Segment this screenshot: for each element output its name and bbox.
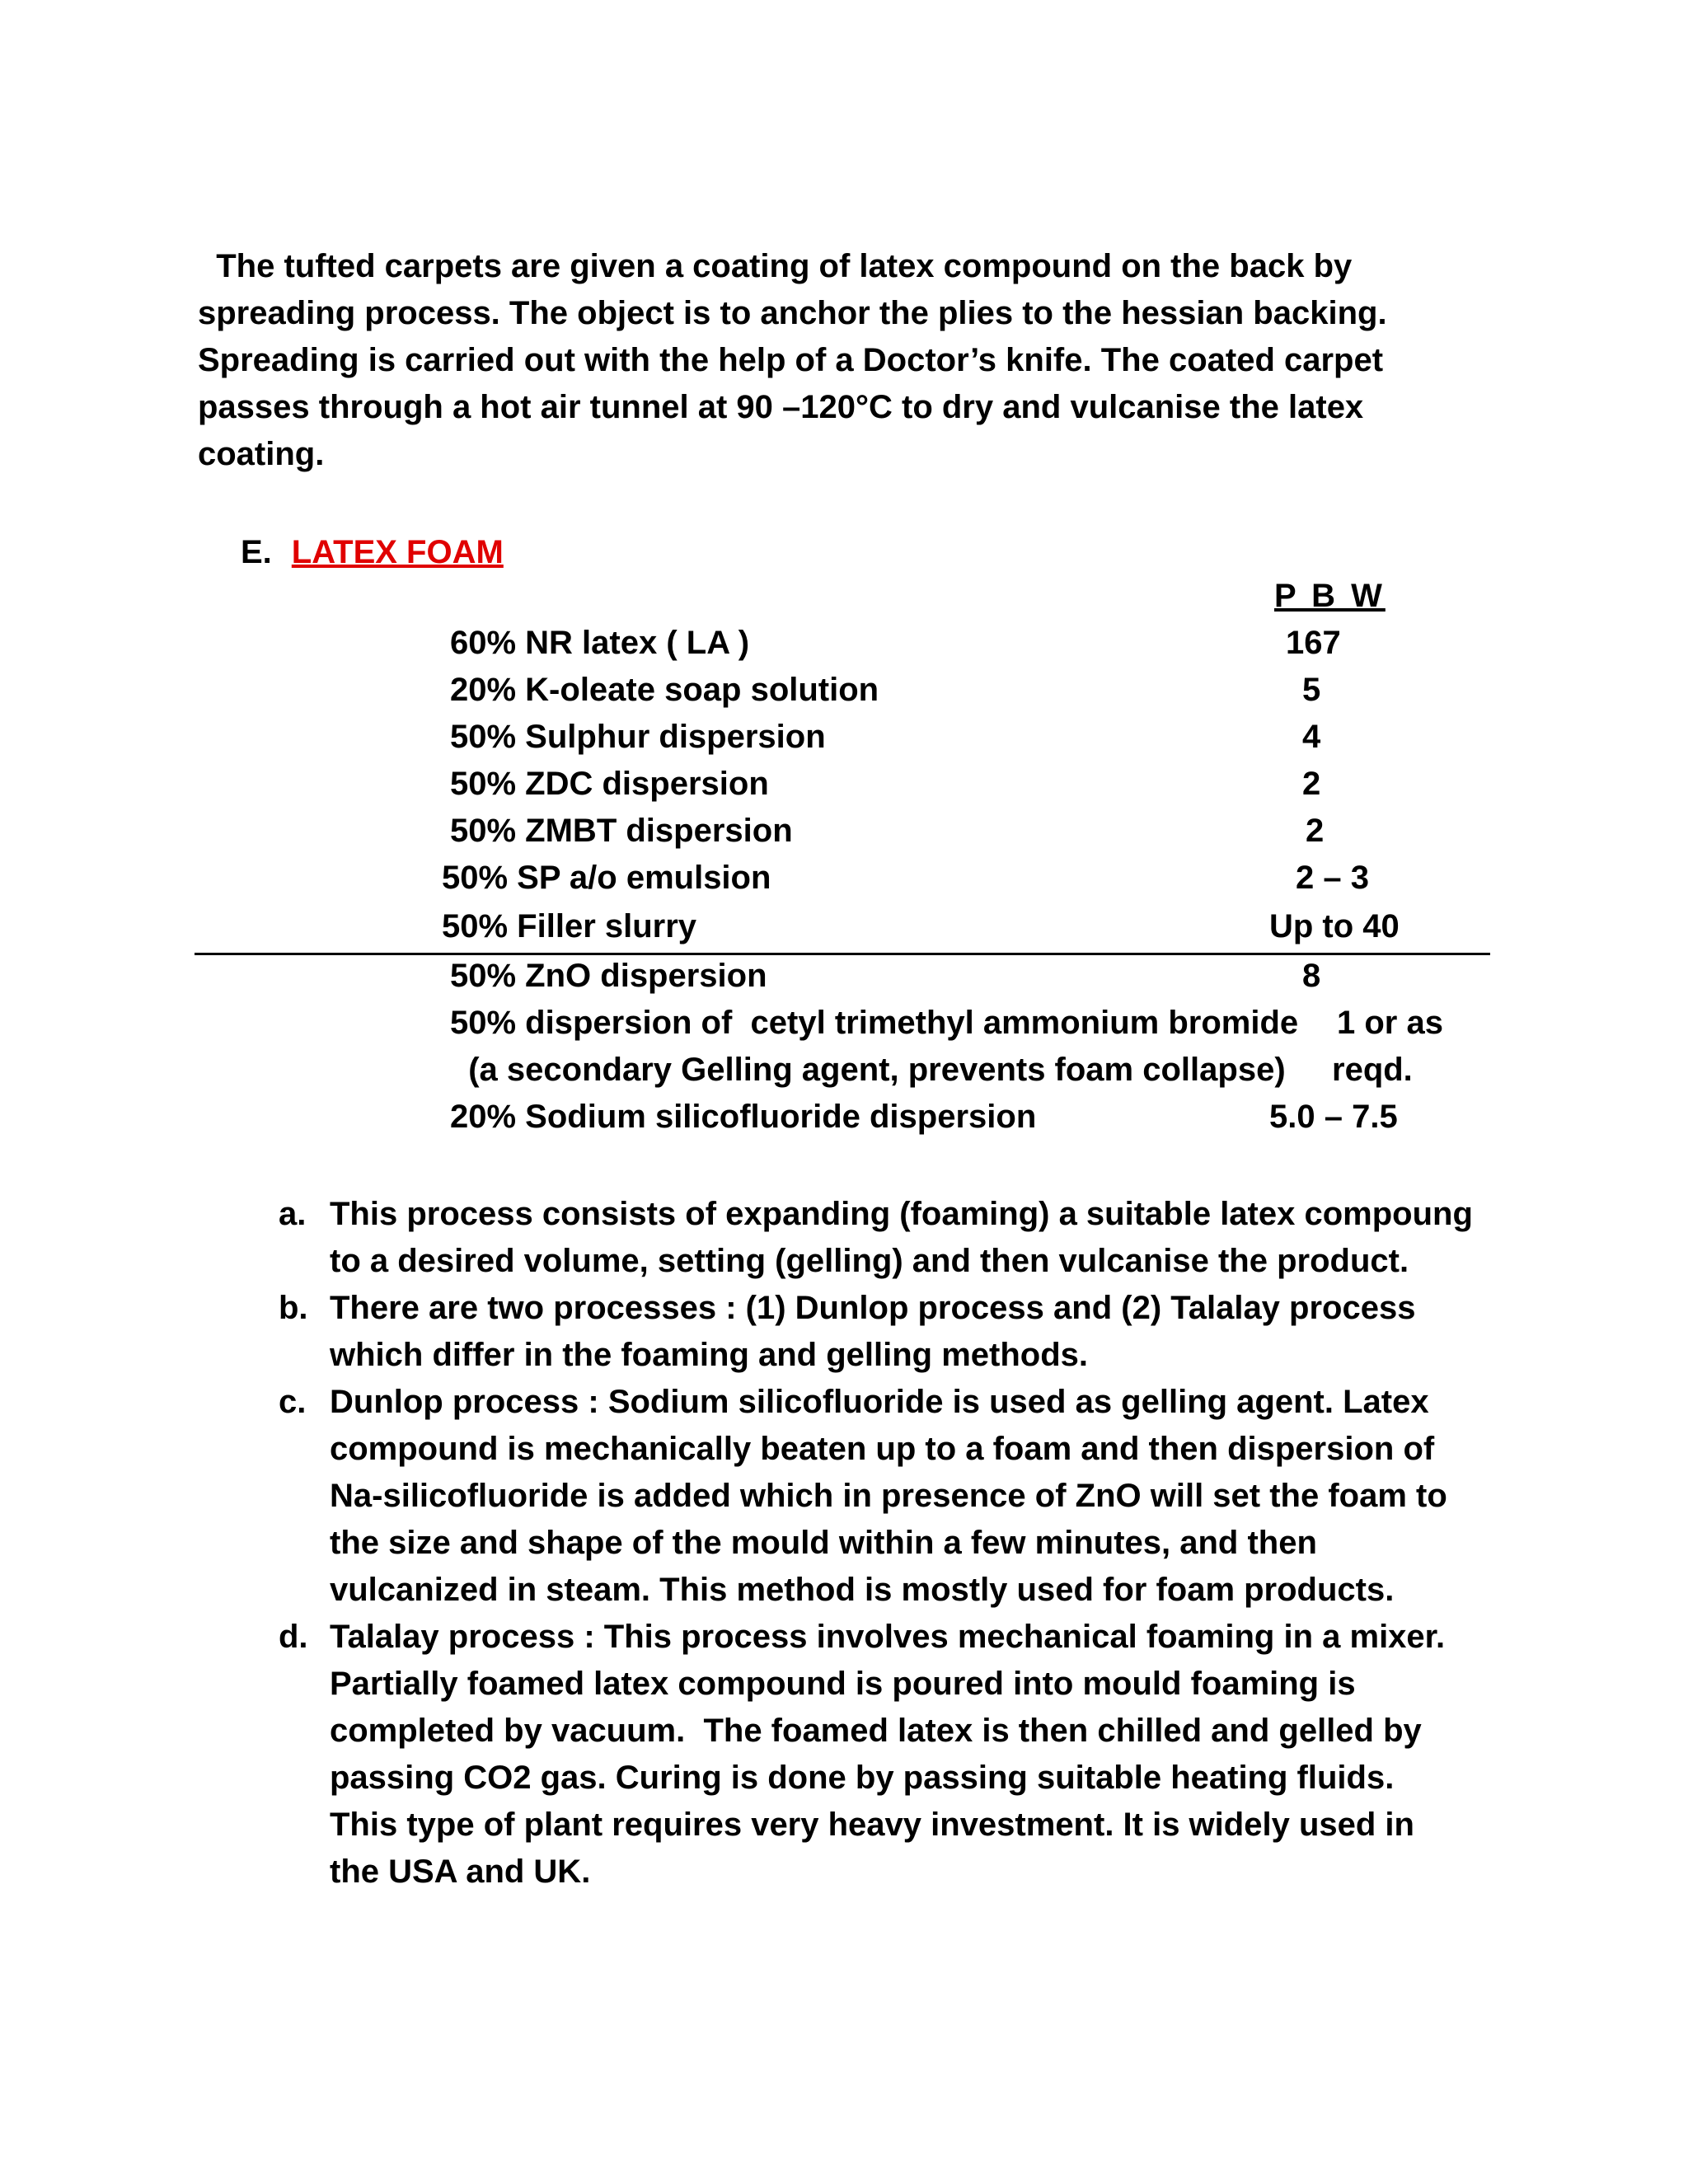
- ingredient-qty: 5.0 – 7.5: [1269, 1099, 1398, 1135]
- list-item: [264, 1614, 1500, 1896]
- ingredient-qty: 8: [1302, 958, 1321, 994]
- list-line: vulcanized in steam. This method is mostly used for foam products.: [330, 1572, 1395, 1608]
- list-line: the size and shape of the mould within a few minutes, and then: [330, 1525, 1317, 1561]
- list-marker: c.: [279, 1384, 307, 1420]
- list-marker: a.: [279, 1196, 307, 1232]
- list-line: the USA and UK.: [330, 1854, 591, 1890]
- intro-paragraph: [198, 243, 1484, 478]
- ingredient-name: 50% ZMBT dispersion: [450, 813, 793, 849]
- intro-line: The tufted carpets are given a coating of latex compound on the back by: [198, 248, 1353, 284]
- ingredient-qty: 167: [1286, 625, 1341, 661]
- ingredient-qty: 2 – 3: [1296, 860, 1369, 896]
- ingredient-qty: 5: [1302, 672, 1321, 708]
- process-notes-list: [264, 1191, 1500, 1896]
- ingredient-name: 50% Sulphur dispersion: [450, 719, 826, 755]
- list-line: passing CO2 gas. Curing is done by passing suitable heating fluids.: [330, 1760, 1395, 1796]
- list-line: Dunlop process : Sodium silicofluoride is used as gelling agent. Latex: [330, 1384, 1429, 1420]
- list-line: This type of plant requires very heavy investment. It is widely used in: [330, 1807, 1414, 1843]
- ingredient-name: 50% ZnO dispersion: [450, 958, 767, 994]
- section-heading: [241, 529, 504, 576]
- list-line: which differ in the foaming and gelling methods.: [330, 1337, 1089, 1373]
- ingredient-qty: 4: [1302, 719, 1321, 755]
- horizontal-rule: [195, 953, 1490, 955]
- list-line: to a desired volume, setting (gelling) and then vulcanise the product.: [330, 1243, 1409, 1279]
- list-line: Na-silicofluoride is added which in presence of ZnO will set the foam to: [330, 1478, 1447, 1514]
- ingredient-qty: Up to 40: [1269, 908, 1400, 944]
- list-item: [264, 1191, 1500, 1285]
- list-item: [264, 1285, 1500, 1379]
- ingredient-name: (a secondary Gelling agent, prevents foam collapse): [450, 1052, 1286, 1088]
- ingredient-qty: reqd.: [1332, 1052, 1413, 1088]
- ingredient-name: 50% Filler slurry: [442, 908, 697, 944]
- ingredient-qty: 2: [1302, 766, 1321, 802]
- list-marker: d.: [279, 1619, 308, 1655]
- list-line: Partially foamed latex compound is poured into mould foaming is: [330, 1666, 1356, 1702]
- intro-line: coating.: [198, 436, 325, 472]
- ingredient-qty: 1 or as: [1337, 1005, 1443, 1041]
- list-marker: b.: [279, 1290, 308, 1326]
- intro-line: Spreading is carried out with the help of a Doctor’s knife. The coated carpet: [198, 342, 1384, 378]
- section-title: LATEX FOAM: [291, 534, 504, 570]
- ingredient-name: 50% dispersion of cetyl trimethyl ammonium bromide: [450, 1005, 1299, 1041]
- list-line: There are two processes : (1) Dunlop process and (2) Talalay process: [330, 1290, 1416, 1326]
- ingredient-name: 60% NR latex ( LA ): [450, 625, 750, 661]
- list-line: compound is mechanically beaten up to a foam and then dispersion of: [330, 1431, 1435, 1467]
- intro-line: passes through a hot air tunnel at 90 –120°C to dry and vulcanise the latex: [198, 389, 1364, 425]
- ingredient-qty: 2: [1306, 813, 1325, 849]
- list-line: Talalay process : This process involves mechanical foaming in a mixer.: [330, 1619, 1446, 1655]
- intro-line: spreading process. The object is to anchor the plies to the hessian backing.: [198, 295, 1387, 331]
- list-line: completed by vacuum. The foamed latex is then chilled and gelled by: [330, 1713, 1422, 1749]
- section-letter: E.: [241, 534, 272, 570]
- pbw-column-header: P B W: [1274, 578, 1386, 614]
- ingredient-name: 50% SP a/o emulsion: [442, 860, 771, 896]
- ingredient-name: 20% K-oleate soap solution: [450, 672, 879, 708]
- list-item: [264, 1379, 1500, 1614]
- ingredient-name: 50% ZDC dispersion: [450, 766, 769, 802]
- ingredient-name: 20% Sodium silicofluoride dispersion: [450, 1099, 1037, 1135]
- list-line: This process consists of expanding (foaming) a suitable latex compoung: [330, 1196, 1473, 1232]
